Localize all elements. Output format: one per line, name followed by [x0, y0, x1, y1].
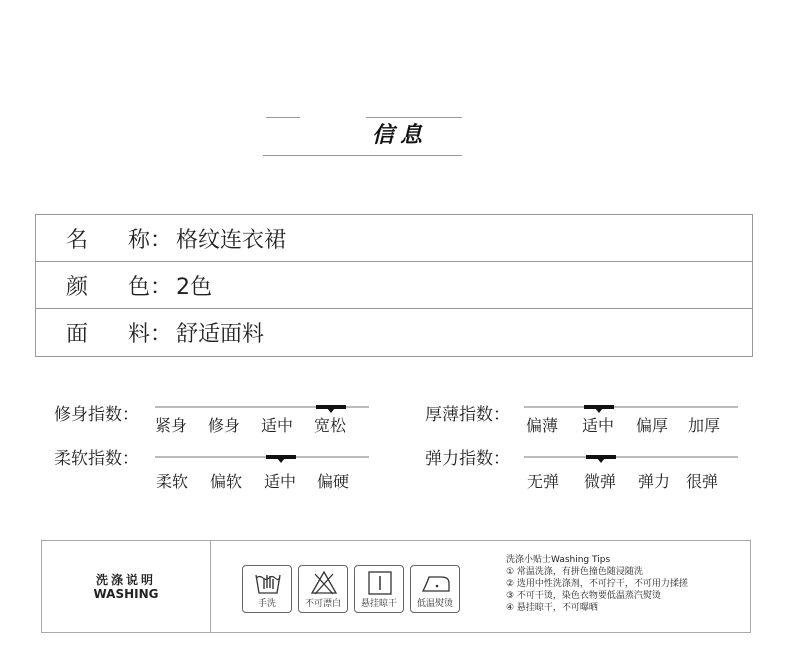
index-selected-marker [586, 455, 616, 459]
info-key-2: 称 [128, 227, 151, 253]
index-option: 适中 [582, 416, 615, 435]
index-option: 弹力 [638, 472, 671, 491]
index-option: 宽松 [314, 416, 347, 435]
index-label: 修身指数： [54, 405, 139, 425]
index-option: 很弹 [686, 472, 719, 491]
info-row-name [36, 215, 752, 262]
info-key-1: 颜 [66, 274, 89, 300]
washing-tips-title: 洗涤小贴士Washing Tips [506, 555, 611, 565]
index-label: 弹力指数： [425, 449, 510, 469]
index-option: 微弹 [584, 472, 617, 491]
info-row-color [36, 262, 752, 309]
index-option: 适中 [261, 416, 294, 435]
washing-panel [41, 540, 751, 633]
icon-caption: 低温熨烫 [416, 599, 453, 609]
title-line-bottom [263, 155, 462, 156]
washing-title-en: WASHING [93, 587, 159, 601]
washing-tips [506, 554, 688, 614]
index-label: 厚薄指数： [425, 405, 510, 425]
low-iron-icon [410, 565, 460, 613]
index-scale [524, 456, 738, 458]
hang-dry-icon [354, 565, 404, 613]
info-key-1: 面 [66, 322, 89, 347]
index-option: 偏硬 [317, 472, 350, 491]
product-info-table [35, 214, 753, 357]
washing-title-cn: 洗涤说明 [95, 573, 156, 587]
icon-caption: 悬挂晾干 [360, 599, 397, 609]
washing-tip: ③ 不可干烫，染色衣物要低温蒸汽熨烫 [506, 591, 661, 601]
index-option: 适中 [264, 472, 297, 491]
index-option: 偏薄 [526, 416, 559, 435]
index-option: 加厚 [688, 416, 721, 435]
index-option: 修身 [208, 416, 241, 435]
page-title: 信息 [371, 122, 428, 148]
index-option: 无弹 [527, 472, 560, 491]
info-value-fabric: 舒适面料 [176, 322, 265, 347]
index-option: 偏厚 [636, 416, 669, 435]
hand-wash-icon [242, 565, 292, 613]
index-selected-marker [316, 405, 346, 409]
index-option: 柔软 [156, 472, 189, 491]
index-selected-marker [266, 455, 296, 459]
washing-title-block [42, 541, 211, 632]
info-key-1: 名 [66, 227, 89, 253]
index-selected-marker [584, 405, 614, 409]
no-bleach-icon [298, 565, 348, 613]
info-key-2: 料 [128, 322, 151, 347]
washing-tip: ① 常温洗涤，有拼色撞色随浸随洗 [506, 567, 643, 577]
info-value-color: 2色 [176, 274, 212, 300]
washing-tip: ② 选用中性洗涤剂，不可拧干，不可用力揉搓 [506, 579, 688, 589]
index-scale [524, 406, 738, 408]
washing-tip: ④ 悬挂晾干，不可曝晒 [506, 603, 598, 613]
info-sep: ： [150, 227, 173, 253]
info-value-name: 格纹连衣裙 [176, 227, 287, 253]
icon-caption: 不可漂白 [304, 599, 341, 609]
info-row-fabric [36, 309, 752, 356]
index-label: 柔软指数： [54, 449, 139, 469]
info-sep: ： [150, 322, 173, 347]
index-option: 紧身 [155, 416, 188, 435]
title-line-top-left [266, 117, 300, 118]
icon-caption: 手洗 [257, 599, 276, 609]
info-key-2: 色 [128, 274, 151, 300]
index-scale [155, 456, 369, 458]
index-option: 偏软 [210, 472, 243, 491]
info-sep: ： [150, 274, 173, 300]
